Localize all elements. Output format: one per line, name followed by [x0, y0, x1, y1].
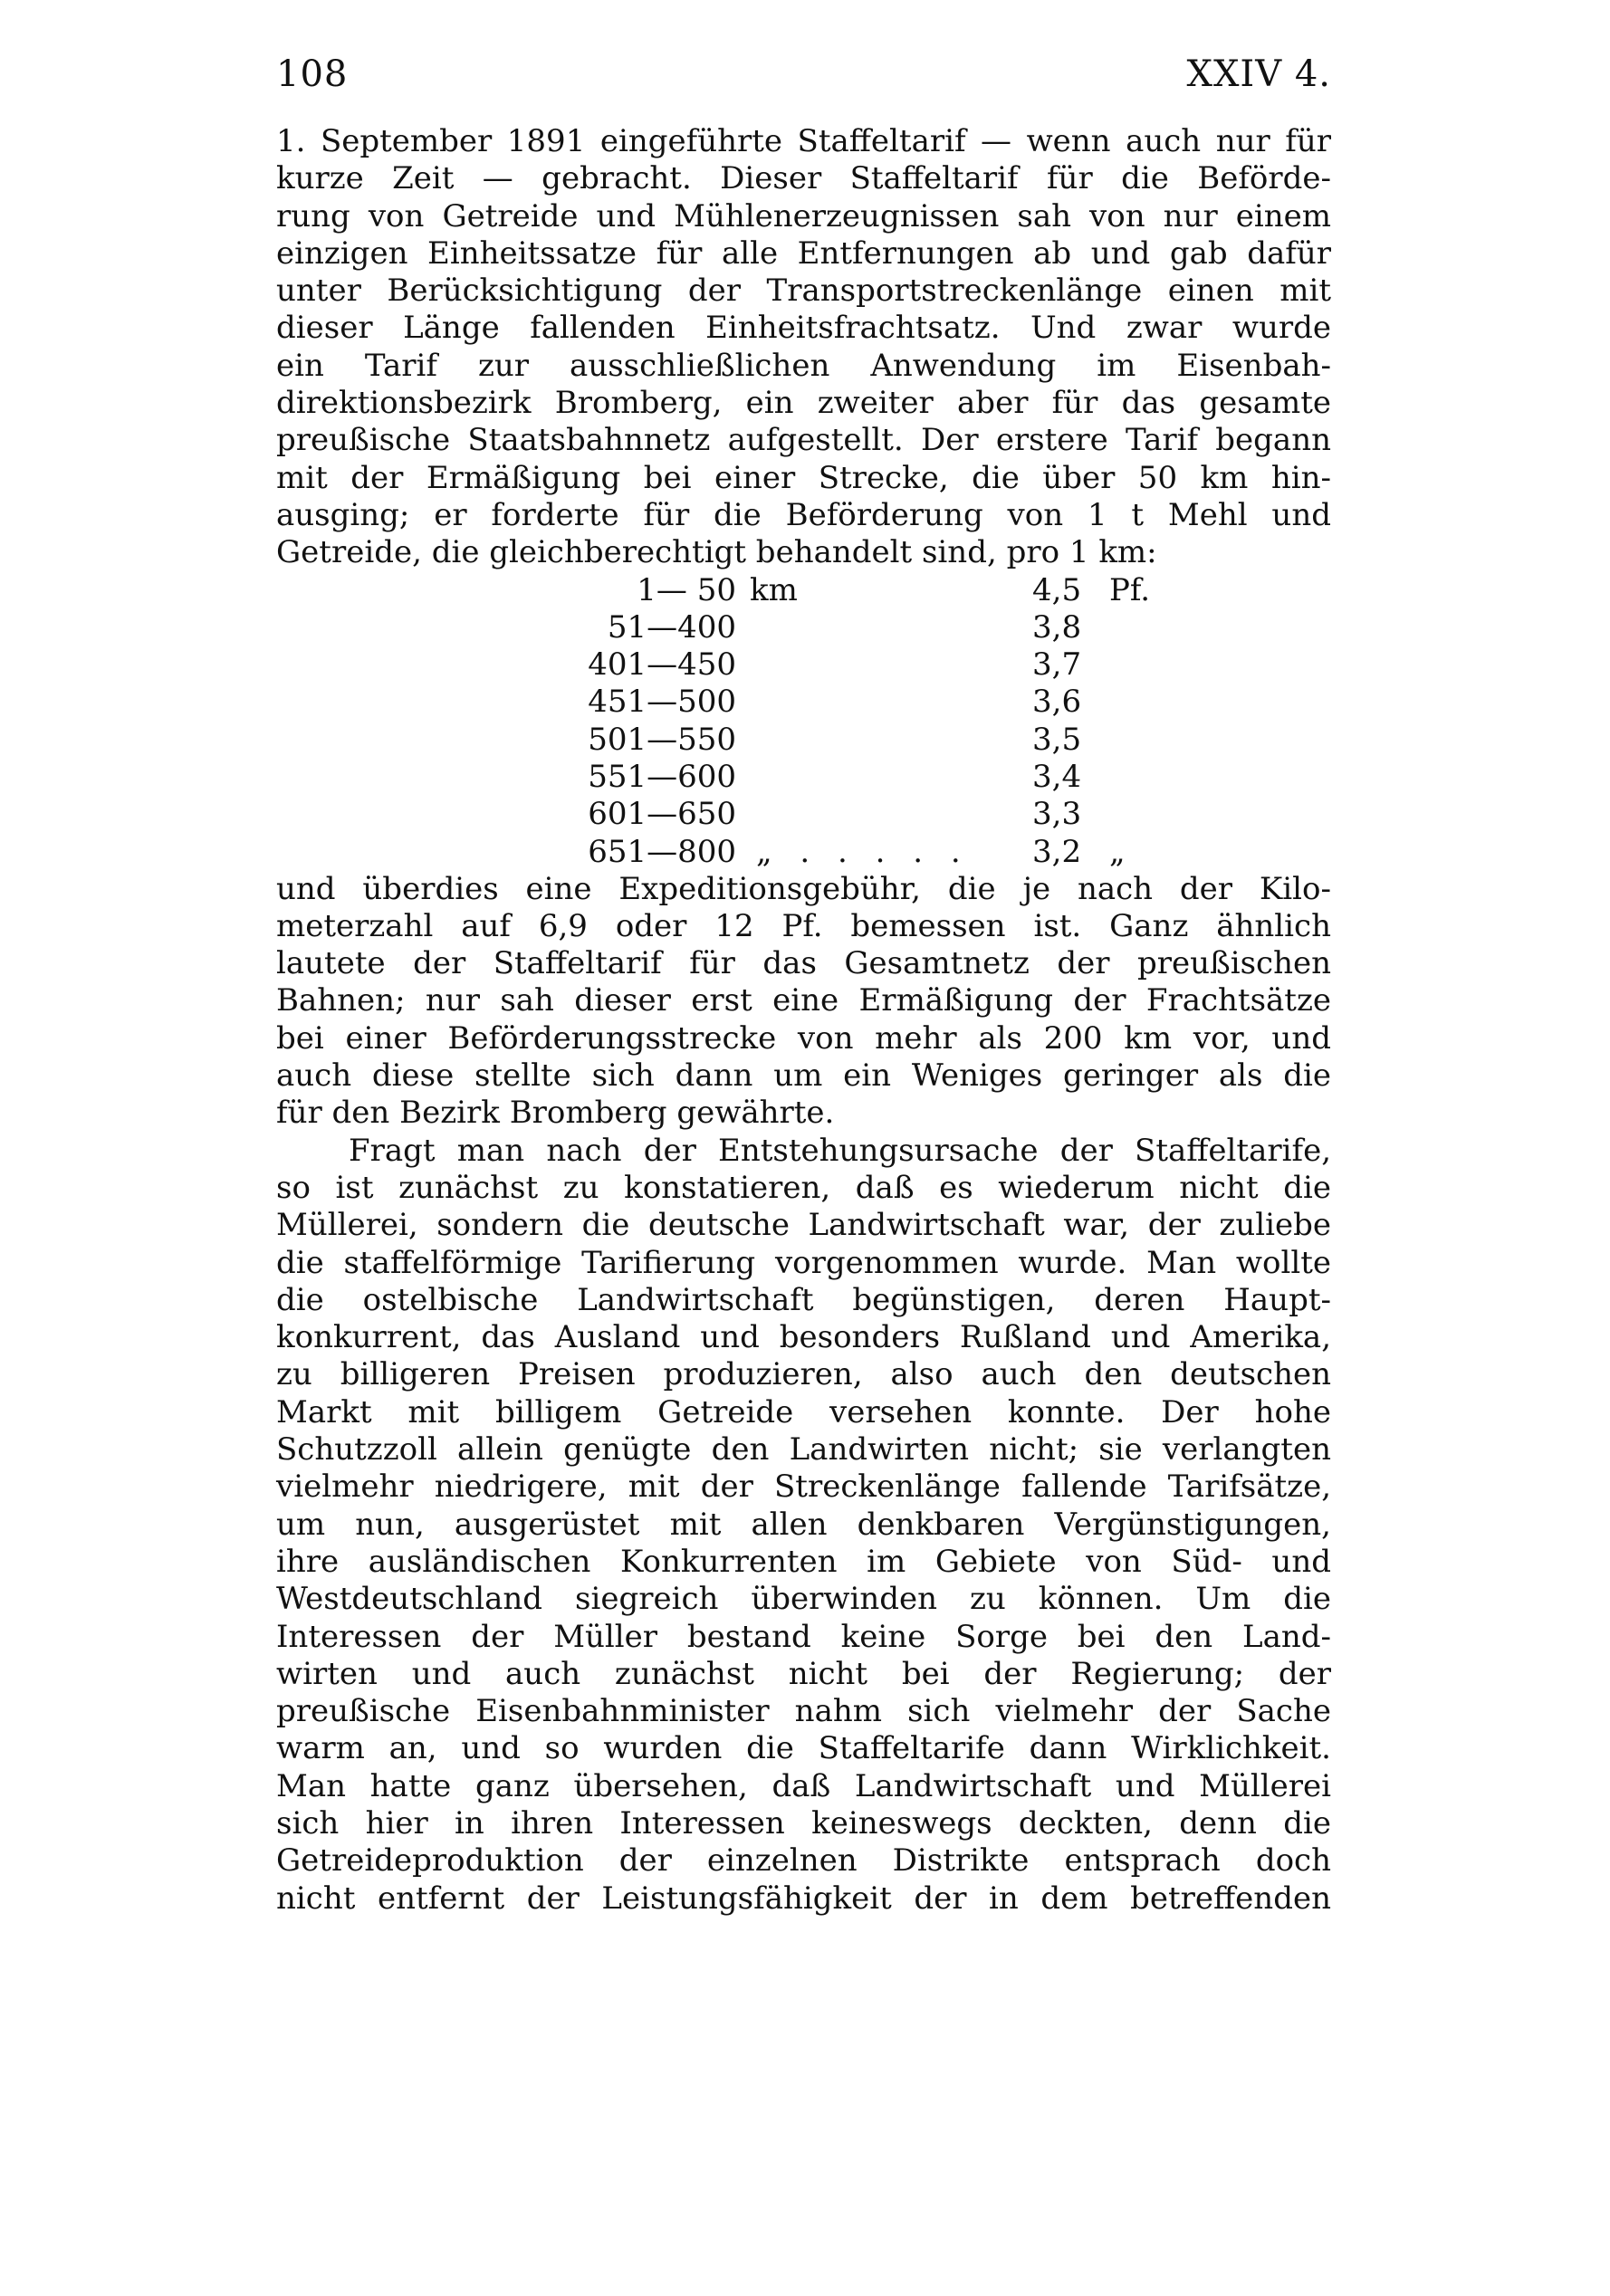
page-body: [276, 123, 1331, 1918]
text-line: Bahnen; nur sah dieser erst eine Ermäßigung der Frachtsätze: [276, 982, 1331, 1019]
text-line: 1. September 1891 eingeführte Staffeltarif — wenn auch nur für: [276, 123, 1331, 159]
text-line: und überdies eine Expeditionsgebühr, die je nach der Kilo-: [276, 870, 1331, 907]
tariff-distance-range: 51—400: [607, 608, 736, 646]
text-line: nicht entfernt der Leistungsfähigkeit der in dem betreffenden: [276, 1880, 1331, 1917]
tariff-row: [276, 609, 1331, 646]
tariff-distance-range: 551—600: [588, 759, 736, 796]
text-line: vielmehr niedrigere, mit der Streckenlänge fallende Tarifsätze,: [276, 1468, 1331, 1506]
text-line: auch diese stellte sich dann um ein Weniges geringer als die: [276, 1057, 1331, 1095]
text-line: Fragt man nach der Entstehungsursache der Staffeltarife,: [349, 1132, 1331, 1169]
text-line: wirten und auch zunächst nicht bei der Regierung; der: [276, 1655, 1331, 1692]
tariff-rate: 3,3: [1032, 796, 1082, 833]
text-line: bei einer Beförderungsstrecke von mehr als 200 km vor, und: [276, 1019, 1331, 1057]
tariff-rate: 4,5: [1032, 571, 1082, 608]
text-line: um nun, ausgerüstet mit allen denkbaren Vergünstigungen,: [276, 1506, 1331, 1543]
tariff-distance-range: 651—800: [588, 833, 736, 870]
tariff-row: [276, 722, 1331, 759]
text-line: Westdeutschland siegreich überwinden zu können. Um die: [276, 1581, 1331, 1618]
paragraph-1: [276, 123, 1331, 572]
tariff-distance-range: 501—550: [588, 721, 736, 758]
tariff-rate-unit: „: [1109, 833, 1126, 870]
text-line: Schutzzoll allein genügte den Landwirten nicht; sie verlangten: [276, 1431, 1331, 1468]
paragraph-3: [276, 1133, 1331, 1918]
text-line: Markt mit billigem Getreide versehen konnte. Der hohe: [276, 1393, 1331, 1430]
tariff-rate: 3,7: [1032, 646, 1082, 684]
tariff-rate: 3,4: [1032, 759, 1082, 796]
text-line: Getreideproduktion der einzelnen Distrikte entsprach doch: [276, 1842, 1331, 1880]
text-line: meterzahl auf 6,9 oder 12 Pf. bemessen ist. Ganz ähnlich: [276, 907, 1331, 944]
text-line: einzigen Einheitssatze für alle Entfernungen ab und gab dafür: [276, 234, 1331, 272]
text-line: Müllerei, sondern die deutsche Landwirtschaft war, der zuliebe: [276, 1207, 1331, 1244]
text-line: preußische Staatsbahnnetz aufgestellt. Der erstere Tarif begann: [276, 422, 1331, 459]
text-line: ausging; er forderte für die Beförderung von 1 t Mehl und: [276, 496, 1331, 533]
tariff-row: [276, 834, 1331, 871]
tariff-distance-unit: km: [750, 571, 798, 608]
text-line: rung von Getreide und Mühlenerzeugnissen sah von nur einem: [276, 197, 1331, 234]
tariff-row: [276, 796, 1331, 833]
text-line: unter Berücksichtigung der Transportstreckenlänge einen mit: [276, 273, 1331, 310]
text-line: Interessen der Müller bestand keine Sorge bei den Land-: [276, 1618, 1331, 1655]
tariff-table: [276, 572, 1331, 871]
text-line: warm an, und so wurden die Staffeltarife dann Wirklichkeit.: [276, 1730, 1331, 1767]
tariff-row: [276, 684, 1331, 721]
page-header: [276, 47, 1331, 101]
tariff-row: [276, 646, 1331, 684]
tariff-leader: „ . . . . .: [756, 833, 970, 870]
text-line: sich hier in ihren Interessen keineswegs deckten, denn die: [276, 1804, 1331, 1842]
tariff-row: [276, 572, 1331, 609]
text-line: die ostelbische Landwirtschaft begünstigen, deren Haupt-: [276, 1281, 1331, 1318]
text-line: zu billigeren Preisen produzieren, also auch den deutschen: [276, 1356, 1331, 1393]
text-line: ein Tarif zur ausschließlichen Anwendung im Eisenbah-: [276, 347, 1331, 384]
tariff-rate: 3,5: [1032, 721, 1082, 758]
tariff-distance-range: 401—450: [588, 646, 736, 684]
text-line: lautete der Staffeltarif für das Gesamtnetz der preußischen: [276, 945, 1331, 982]
tariff-rate-unit: Pf.: [1109, 571, 1151, 608]
tariff-distance-range: 601—650: [588, 796, 736, 833]
text-line: preußische Eisenbahnminister nahm sich vielmehr der Sache: [276, 1693, 1331, 1730]
text-line: Man hatte ganz übersehen, daß Landwirtschaft und Müllerei: [276, 1767, 1331, 1804]
text-line: konkurrent, das Ausland und besonders Rußland und Amerika,: [276, 1319, 1331, 1356]
tariff-distance-range: 451—500: [588, 684, 736, 721]
tariff-distance-range: 1— 50: [637, 571, 736, 608]
tariff-row: [276, 759, 1331, 796]
text-line: die staffelförmige Tarifierung vorgenommen wurde. Man wollte: [276, 1244, 1331, 1281]
text-line: dieser Länge fallenden Einheitsfrachtsatz. Und zwar wurde: [276, 310, 1331, 347]
tariff-rate: 3,8: [1032, 608, 1082, 646]
text-line: für den Bezirk Bromberg gewährte.: [276, 1095, 835, 1132]
tariff-rate: 3,6: [1032, 684, 1082, 721]
running-head: XXIV 4.: [1186, 53, 1331, 95]
text-line: direktionsbezirk Bromberg, ein zweiter aber für das gesamte: [276, 385, 1331, 422]
text-line: ihre ausländischen Konkurrenten im Gebiete von Süd- und: [276, 1543, 1331, 1580]
paragraph-2: [276, 871, 1331, 1133]
text-line: kurze Zeit — gebracht. Dieser Staffeltarif für die Beförde-: [276, 160, 1331, 197]
tariff-rate: 3,2: [1032, 833, 1082, 870]
page-number: 108: [276, 53, 349, 95]
text-line: Getreide, die gleichberechtigt behandelt sind, pro 1 km:: [276, 534, 1157, 571]
text-line: so ist zunächst zu konstatieren, daß es wiederum nicht die: [276, 1169, 1331, 1206]
text-line: mit der Ermäßigung bei einer Strecke, die über 50 km hin-: [276, 459, 1331, 496]
